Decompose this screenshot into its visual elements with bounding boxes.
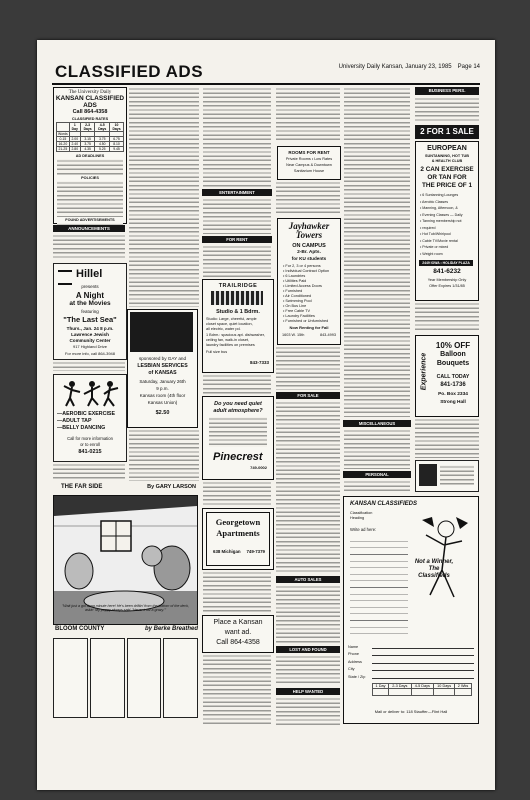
rate-cell: 3.75 bbox=[95, 137, 110, 142]
rate-cell: 2.00 bbox=[69, 137, 80, 142]
col6-text-b bbox=[415, 302, 479, 332]
trailridge-building bbox=[211, 291, 263, 305]
list-item: • Furnished or Unfurnished bbox=[283, 319, 329, 323]
hillel-where1: Lawrence Jewish bbox=[71, 332, 109, 337]
jayhawker-beds: 2-Br. Apts. bbox=[297, 250, 321, 255]
lost-found-header: LOST AND FOUND bbox=[276, 646, 340, 653]
rate-cell: 16-20 bbox=[57, 142, 70, 147]
rate-cell: 2.80 bbox=[69, 147, 80, 152]
list-item: • 6 Suntanning Lounges bbox=[420, 193, 459, 197]
masthead: CLASSIFIED ADS bbox=[55, 62, 204, 81]
list-item: • Individual Contract Option bbox=[283, 269, 330, 273]
col3-text-f bbox=[203, 571, 271, 613]
jayhawker-features bbox=[283, 264, 337, 324]
form-write-label: Write ad here: bbox=[350, 527, 377, 532]
form-field-input[interactable] bbox=[372, 642, 474, 649]
list-item: • Limited Access Doors bbox=[283, 284, 322, 288]
col2-text-b bbox=[129, 429, 199, 481]
table-row bbox=[57, 147, 124, 152]
list-item: • 6 Laundries bbox=[283, 274, 306, 278]
rates-title: CLASSIFIED RATES bbox=[71, 117, 109, 121]
business-header: BUSINESS PERS. bbox=[415, 87, 479, 95]
bloom-strip bbox=[53, 638, 198, 718]
hillel-movie: "The Last Sea" bbox=[63, 315, 117, 324]
place-ad-l2: want ad. bbox=[224, 629, 252, 636]
place-ad-l3: Call 864-4358 bbox=[216, 639, 260, 646]
balloon-vertical-text: Experience bbox=[420, 352, 428, 391]
announcements-header: ANNOUNCEMENTS bbox=[53, 225, 125, 232]
jayhawker-name: Jayhawker Towers bbox=[288, 221, 330, 240]
farside-title: THE FAR SIDE bbox=[61, 484, 103, 490]
list-item: • Manning, Afternoon, & bbox=[420, 206, 458, 210]
col4-text-b bbox=[276, 181, 340, 215]
col5-text-c bbox=[344, 480, 410, 494]
for-sale-header: FOR SALE bbox=[276, 392, 340, 399]
entertainment-header: ENTERTAINMENT bbox=[202, 189, 272, 196]
farside-header bbox=[53, 484, 198, 494]
aerobic-ad bbox=[53, 374, 127, 462]
rooms-ad bbox=[277, 146, 341, 180]
rate-cell: Words bbox=[58, 132, 68, 136]
run-option[interactable]: 2 Wks bbox=[455, 684, 472, 689]
aerobic-line2: —ADULT TAP bbox=[57, 418, 92, 424]
form-field-row bbox=[348, 649, 474, 657]
list-item: • Furnished bbox=[283, 289, 303, 293]
form-field-label: Name bbox=[348, 644, 359, 649]
bloom-panel-3 bbox=[127, 638, 162, 718]
bloom-byline: by Berke Breathed bbox=[144, 626, 198, 632]
list-item: • Hot Tub/Whirlpool bbox=[420, 232, 451, 236]
col4-text-g bbox=[276, 697, 340, 727]
paper-title: University Daily Kansan, January 23, 1985 bbox=[338, 64, 452, 70]
run-cell[interactable] bbox=[389, 689, 412, 696]
list-item: • Aerobic Classes bbox=[420, 199, 449, 204]
jayhawker-addr: 1603 W. 15th bbox=[282, 333, 305, 337]
european-items bbox=[420, 192, 476, 257]
form-field-input[interactable] bbox=[372, 664, 474, 671]
dance-line6: Kansas room (4th floor bbox=[139, 393, 186, 398]
european-l3: & HEALTH CLUB bbox=[431, 159, 463, 163]
trailridge-phone: 843-7333 bbox=[249, 360, 269, 365]
dancer-figures-icon bbox=[60, 378, 120, 408]
form-field-row bbox=[348, 656, 474, 664]
kansan-line2: KANSAN CLASSIFIED ADS bbox=[55, 95, 125, 109]
list-item: • Free Cable TV bbox=[283, 309, 311, 313]
pinecrest-name: Pinecrest bbox=[213, 451, 263, 463]
european-note1: Year Membership Only bbox=[427, 278, 467, 282]
pinecrest-head1: Do you need quiet bbox=[214, 401, 262, 407]
european-addr: 2449 IOWA • HOLIDAY PLAZA bbox=[419, 260, 473, 266]
form-brand: KANSAN CLASSIFIEDS bbox=[350, 501, 418, 507]
run-option[interactable]: 10 Days bbox=[434, 684, 455, 689]
rate-cell: 4.50 bbox=[95, 142, 110, 147]
classifieds-form bbox=[343, 496, 479, 724]
run-option[interactable]: 4-5 Days bbox=[411, 684, 434, 689]
form-field-input[interactable] bbox=[372, 657, 474, 664]
rate-cell: 0-15 bbox=[57, 137, 70, 142]
col5-text-a bbox=[344, 87, 410, 417]
pinecrest-head2: adult atmosphere? bbox=[213, 408, 263, 414]
dance-line1: sponsored by GAY and bbox=[138, 356, 187, 361]
farside-caption: "Wait just a gol dang minute here! He's been driftin' from the bottom of the deck, askin' My poppy always said, 'Never trust a grazy.'" bbox=[61, 604, 190, 612]
place-ad-l1: Place a Kansan bbox=[213, 619, 263, 626]
col3-text-g bbox=[203, 654, 271, 724]
trailridge-s8: Full size bus bbox=[206, 350, 228, 354]
rooms-title: ROOMS FOR RENT bbox=[288, 150, 330, 155]
georgetown-l1: Georgetown bbox=[215, 517, 261, 527]
georgetown-addr: 638 Michigan bbox=[213, 549, 241, 554]
col4-text-e bbox=[276, 585, 340, 643]
form-field-label: State / Zip bbox=[348, 674, 366, 679]
farside-cartoon bbox=[53, 495, 198, 625]
aerobic-call: Call for more information bbox=[67, 436, 113, 441]
hillel-ad bbox=[53, 263, 127, 360]
european-ad bbox=[415, 141, 479, 301]
dance-line4: Saturday, January 26th bbox=[139, 379, 186, 384]
list-item: • required bbox=[420, 225, 436, 230]
trailridge-s4: all electric, water pd. bbox=[206, 327, 241, 331]
jayhawker-renting: Now Renting for Fall bbox=[289, 325, 329, 330]
misc-header: MISCELLANEOUS bbox=[343, 420, 411, 427]
jayhawker-forall: for KU students bbox=[291, 256, 327, 261]
aerobic-or: or to enroll bbox=[80, 442, 100, 447]
trailridge-s7: laundry facilities on premises bbox=[206, 343, 255, 347]
bloom-panel-4 bbox=[163, 638, 198, 718]
balloon-l2: Balloon bbox=[440, 351, 466, 358]
trailridge-ad bbox=[202, 279, 274, 373]
hillel-presents: presents bbox=[81, 284, 99, 289]
list-item: • Tanning membership not bbox=[420, 219, 462, 223]
hillel-where2: Community Center bbox=[69, 338, 111, 343]
form-field-label: Phone bbox=[348, 652, 359, 656]
page-number: Page 14 bbox=[457, 64, 480, 70]
balloon-l5: 841-1736 bbox=[440, 382, 466, 388]
pinecrest-ad bbox=[202, 396, 274, 480]
col3-text-e bbox=[203, 481, 271, 505]
hillel-name: Hillel bbox=[76, 268, 103, 280]
form-cat-1: Classification bbox=[350, 511, 373, 515]
form-fields bbox=[348, 641, 474, 679]
european-l6: THE PRICE OF 1 bbox=[421, 182, 473, 189]
bloom-title: BLOOM COUNTY bbox=[55, 626, 105, 632]
list-item: • On Bus Line bbox=[283, 304, 307, 308]
form-write-lines[interactable] bbox=[350, 535, 408, 635]
two-for-one-banner: 2 FOR 1 SALE bbox=[415, 125, 479, 139]
european-l5: OR TAN FOR bbox=[427, 174, 467, 181]
rate-cell: 4.35 bbox=[80, 147, 95, 152]
rate-header-2: 2-3 Days bbox=[80, 123, 95, 132]
list-item: • Private or mixed bbox=[420, 245, 449, 249]
farside-byline: By GARY LARSON bbox=[147, 484, 196, 490]
col4-text-c bbox=[276, 346, 340, 390]
rate-cell: 5.25 bbox=[95, 147, 110, 152]
hillel-logo bbox=[58, 270, 72, 285]
run-cell[interactable] bbox=[373, 689, 389, 696]
elk-logo-icon bbox=[419, 464, 437, 486]
list-item: • Laundry Facilities bbox=[283, 314, 315, 318]
personal-header: PERSONAL bbox=[343, 471, 411, 478]
kansan-line1: The University Daily bbox=[68, 90, 112, 95]
bloom-panel-1 bbox=[53, 638, 88, 718]
col1-text-a bbox=[53, 361, 125, 371]
hillel-title1: A Night bbox=[75, 291, 105, 300]
rate-cell: 21-25 bbox=[57, 147, 70, 152]
deadlines-text bbox=[57, 159, 123, 175]
european-note2: Offer Expires 1/31/85 bbox=[429, 284, 465, 288]
rooms-item-3: Sanitarium House bbox=[293, 169, 325, 173]
col3-text-c bbox=[203, 245, 271, 277]
list-item: • For 2, 3 or 4 persons bbox=[283, 264, 321, 268]
aerobic-line3: —BELLY DANCING bbox=[57, 425, 106, 431]
dance-line3: of KANSAS bbox=[148, 370, 177, 376]
dance-ad bbox=[127, 309, 198, 428]
announcements-text bbox=[53, 234, 125, 260]
kansan-phone: Call 864-4358 bbox=[72, 109, 108, 115]
rate-header-0 bbox=[57, 123, 70, 132]
jayhawker-ad bbox=[277, 218, 341, 345]
trailridge-s6: ceiling fan, walk-in closet, bbox=[206, 338, 250, 342]
small-logo-text bbox=[440, 465, 474, 485]
form-field-row bbox=[348, 664, 474, 672]
rate-header-4: 10 Days bbox=[110, 123, 124, 132]
balloon-vertical-wrap bbox=[418, 338, 430, 412]
trailridge-name: TRAILRIDGE bbox=[218, 283, 258, 289]
list-item: • Swimming Pool bbox=[283, 299, 312, 303]
jayhawker-phone: 843-4993 bbox=[319, 333, 336, 337]
european-l4: 2 CAN EXERCISE bbox=[420, 166, 474, 173]
col6-text-a bbox=[415, 97, 479, 123]
georgetown-phone: 749-7379 bbox=[246, 549, 265, 554]
rate-cell: 2.40 bbox=[69, 142, 80, 147]
run-cell[interactable] bbox=[411, 689, 434, 696]
form-field-label: City bbox=[348, 667, 355, 671]
col1-text-b bbox=[53, 463, 125, 481]
balloon-l6: Po. Box 2334 bbox=[438, 392, 468, 397]
deadlines-title: AD DEADLINES bbox=[75, 154, 105, 158]
rate-cell: 3.15 bbox=[80, 137, 95, 142]
form-cat-2: Heading bbox=[350, 516, 365, 520]
policies-title: POLICIES bbox=[81, 176, 99, 180]
rate-cell: 3.75 bbox=[80, 142, 95, 147]
jayhawker-sub: ON CAMPUS bbox=[292, 243, 326, 249]
hillel-featuring: featuring bbox=[81, 309, 99, 314]
help-wanted-header: HELP WANTED bbox=[276, 688, 340, 695]
kansan-rates-box bbox=[53, 87, 127, 224]
col2-text-a bbox=[129, 87, 199, 307]
balloon-l7: Strong Hall bbox=[440, 400, 466, 405]
rate-header-1: 1 Day bbox=[69, 123, 80, 132]
col4-text-d bbox=[276, 401, 340, 573]
hillel-info: For more info, call 864-3948 bbox=[64, 351, 116, 356]
georgetown-ad bbox=[202, 508, 274, 570]
dance-line5: 9 p.m. bbox=[156, 386, 169, 391]
col3-text-b bbox=[203, 198, 271, 234]
list-item: • Cable TV/Movie rental bbox=[420, 238, 458, 243]
small-logo-ad bbox=[415, 460, 479, 492]
found-title: FOUND ADVERTISEMENTS bbox=[65, 218, 115, 222]
col4-text-a bbox=[276, 87, 340, 143]
run-cell[interactable] bbox=[455, 689, 472, 696]
dance-price: $2.50 bbox=[155, 410, 170, 416]
runs-table bbox=[372, 683, 472, 696]
dance-line7: Kansas Union) bbox=[147, 400, 178, 405]
auto-sales-header: AUTO SALES bbox=[276, 576, 340, 583]
list-item: • Utilities Paid bbox=[283, 279, 307, 283]
rate-cell: 9.45 bbox=[110, 147, 124, 152]
trailridge-s1: Studio & 1 Bdrm. bbox=[216, 309, 260, 315]
list-item: • Weight room bbox=[420, 251, 443, 256]
run-option[interactable]: 1 Day bbox=[373, 684, 389, 689]
european-phone: 841-6232 bbox=[433, 268, 461, 275]
bloom-header bbox=[53, 626, 273, 636]
col3-text-a bbox=[203, 87, 271, 187]
balloon-l4: CALL TODAY bbox=[436, 374, 470, 380]
col4-text-f bbox=[276, 655, 340, 685]
rooms-item-2: Near Campus & Downtown bbox=[286, 163, 332, 167]
form-field-input[interactable] bbox=[372, 649, 474, 656]
aerobic-line1: —AEROBIC EXERCISE bbox=[57, 411, 115, 417]
masthead-rule bbox=[52, 83, 480, 85]
list-item: • Air Conditioned bbox=[283, 294, 312, 298]
policies-text bbox=[57, 181, 123, 217]
table-row bbox=[57, 142, 124, 147]
table-row bbox=[373, 689, 472, 696]
hillel-title2: at the Movies bbox=[69, 300, 111, 307]
run-cell[interactable] bbox=[434, 689, 455, 696]
form-field-input[interactable] bbox=[372, 672, 474, 679]
bloom-panel-2 bbox=[90, 638, 125, 718]
rates-table bbox=[56, 122, 124, 152]
european-l2: SUNTANNING, HOT TUB bbox=[424, 154, 469, 158]
rate-header-3: 4-5 Days bbox=[95, 123, 110, 132]
trailridge-s3: closet space, quiet location, bbox=[206, 322, 253, 326]
georgetown-l2: Apartments bbox=[216, 528, 260, 538]
run-option[interactable]: 2-3 Days bbox=[389, 684, 412, 689]
form-mail: Mail or deliver to: 118 Stauffer—Flint Hall bbox=[374, 709, 448, 714]
balloon-l3: Bouquets bbox=[436, 360, 470, 367]
european-l1: EUROPEAN bbox=[427, 145, 467, 152]
col3-text-d bbox=[203, 374, 271, 394]
aerobic-phone: 841-0215 bbox=[78, 449, 102, 455]
dance-line2: LESBIAN SERVICES bbox=[137, 363, 188, 369]
pinecrest-body bbox=[209, 417, 267, 447]
rooms-item-1: Private Rooms • Low Rates bbox=[285, 157, 333, 161]
form-field-row bbox=[348, 671, 474, 679]
col6-text-c bbox=[415, 418, 479, 458]
col5-text-b bbox=[344, 429, 410, 469]
form-field-label: Address bbox=[348, 659, 362, 664]
trailridge-s5: 1 Bdrm.: spacious apt. dishwasher, bbox=[206, 333, 265, 337]
hillel-addr: 917 Highland Drive bbox=[72, 344, 108, 349]
form-winner-text: Not a Winner, The Classifieds bbox=[414, 559, 454, 579]
list-item: • Evening Classes — Daily bbox=[420, 212, 463, 217]
form-field-row bbox=[348, 641, 474, 649]
pinecrest-phone: 749-0002 bbox=[250, 465, 267, 470]
balloon-ad bbox=[415, 335, 479, 417]
for-rent-header: FOR RENT bbox=[202, 236, 272, 243]
rate-cell: 6.75 bbox=[110, 137, 124, 142]
hillel-when: Thurs., Jan. 24 8 p.m. bbox=[66, 326, 114, 331]
balloon-l1: 10% OFF bbox=[435, 341, 471, 350]
rate-cell: 8.10 bbox=[110, 142, 124, 147]
dance-photo bbox=[130, 312, 193, 352]
trailridge-s2: Studio: Large, cheerful, ample bbox=[206, 317, 257, 321]
